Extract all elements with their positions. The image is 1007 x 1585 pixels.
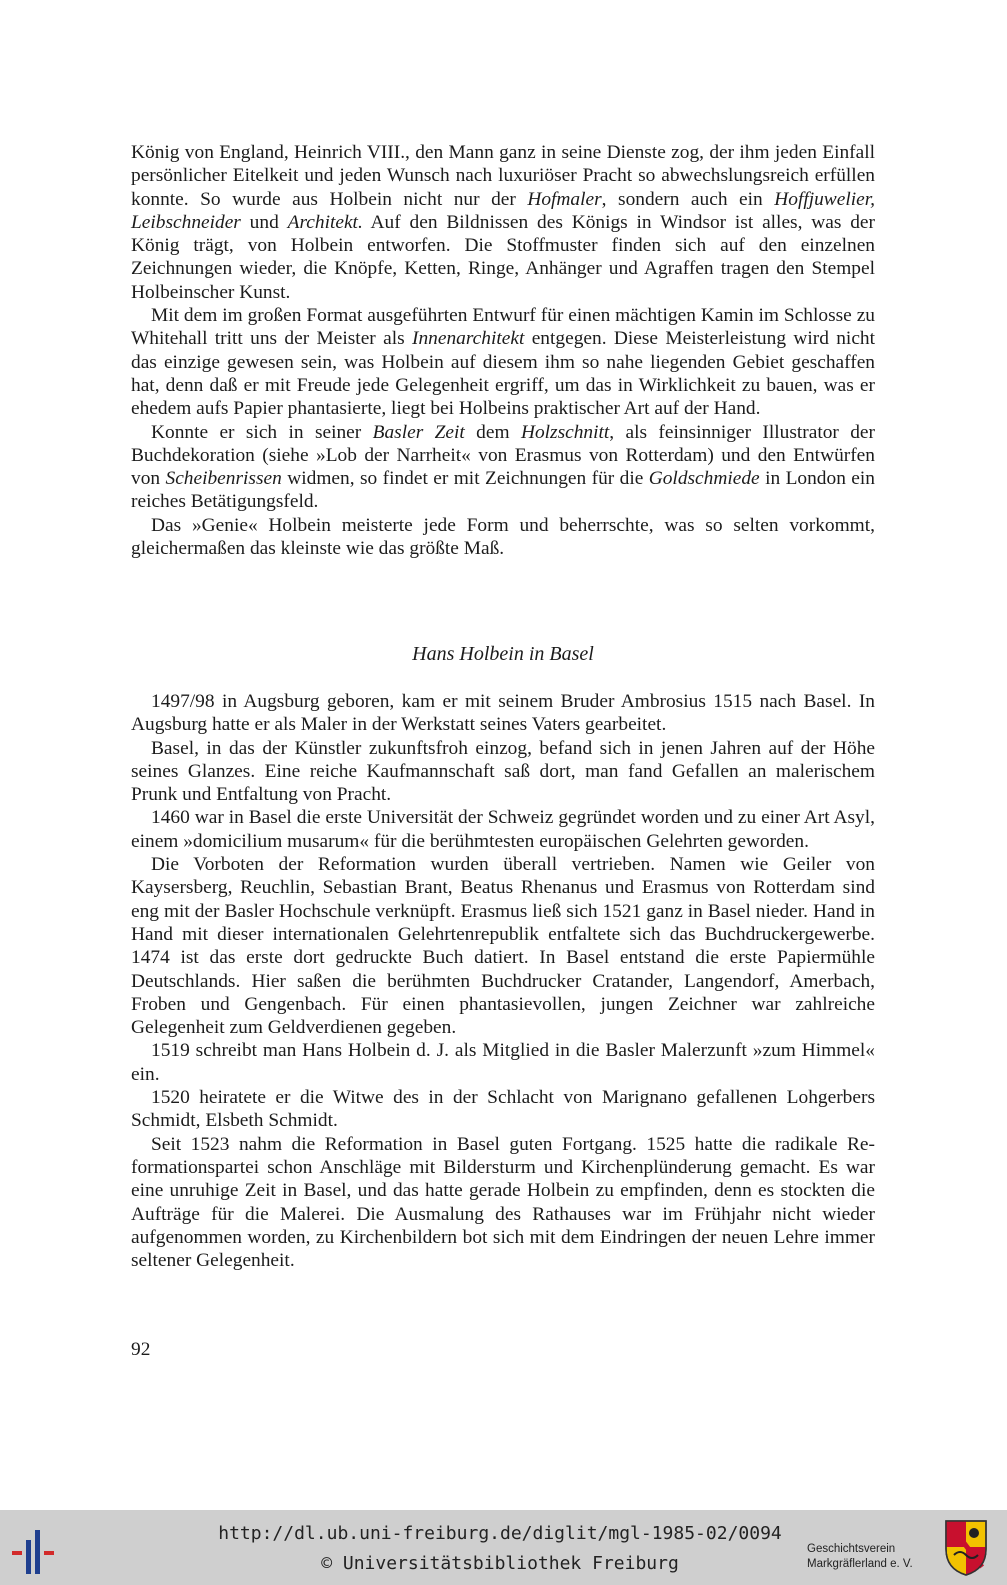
footer-bar: [0, 1510, 1007, 1585]
text-run: und: [240, 211, 288, 233]
paragraph: [131, 1086, 875, 1133]
society-name-line-2: Markgräflerland e. V.: [807, 1558, 913, 1570]
text-run: Auf den Bildnissen des Königs in Windsor ist alles, was der König trägt, von Holbein entworfen. Die Stoffmuster finden sich auf den einzelnen Zeichnungen wieder, die Knöpfe, Ketten, Ringe, Anhänger und Agraffen tragen den Stempel Holbeinscher Kunst.: [131, 211, 876, 303]
page-number: 92: [131, 1339, 151, 1360]
paragraph: [131, 421, 875, 514]
society-name-line-1: Geschichtsverein: [807, 1543, 896, 1555]
emphasis-text: Goldschmiede: [648, 468, 760, 490]
emphasis-text: Hofmaler: [527, 188, 602, 210]
society-name: [807, 1542, 932, 1572]
text-run: Das »Genie« Holbein meisterte jede Form und beherrschte, was so selten vorkommt, gleichermaßen das kleinste wie das größte Maß.: [131, 514, 875, 560]
text-run: in London ein reiches Betätigungsfeld.: [131, 468, 875, 513]
emphasis-text: Innenarchitekt: [412, 328, 525, 350]
source-url-link[interactable]: http://dl.ub.uni-freiburg.de/diglit/mgl-1985-02/0094: [218, 1523, 782, 1544]
text-run: entgegen. Diese Meisterleistung wird nicht das einzige gewesen sein, was Holbein auf diesem ihm so nahe liegenden Gebiet geschaffen hat, denn daß er mit Freude jede Gelegenheit ergriff, um das in Wirklichkeit zu bauen, was er ehedem aufs Papier phantasierte, liegt bei Holbeins praktischer Art auf der Hand.: [131, 328, 876, 420]
emphasis-text: Scheibenrissen: [165, 468, 282, 490]
text-run: Mit dem im großen Format ausgeführten Entwurf für einen mächtigen Kamin im Schlosse zu Whitehall tritt uns der Meister als: [131, 305, 875, 350]
emphasis-text: Architekt.: [287, 211, 363, 233]
paragraph: [131, 1039, 875, 1086]
body-text-section-2: [131, 690, 875, 1272]
text-run: Die Vorboten der Reformation wurden überall vertrieben. Namen wie Geiler von Kaysersberg, Reuchlin, Sebastian Brant, Beatus Rhenanus und Erasmus von Rotterdam sind eng mit der Basler Hochschule verknüpft. Erasmus ließ sich 1521 ganz in Basel nieder. Hand in Hand mit dieser internationalen Gelehrtenrepublik entfaltete sich das Buchdruckergewerbe. 1474 ist das erste dort gedruckte Buch datiert. In Basel entstand die erste Papiermühle Deutschlands. Hier saßen die berühmten Buchdrucker Cratander, Langendorf, Amerbach, Froben und Gengenbach. Für einen phantasievollen, jungen Zeichner war zahlreiche Gelegenheit zum Geldverdienen gegeben.: [131, 854, 875, 1039]
body-text-section-1: [131, 141, 875, 560]
text-run: 1520 heiratete er die Witwe des in der Schlacht von Marignano gefallenen Lohgerbers Schmidt, Elsbeth Schmidt.: [131, 1087, 875, 1132]
text-run: 1497/98 in Augsburg geboren, kam er mit seinem Bruder Ambrosius 1515 nach Basel. In Augsburg hatte er als Maler in der Werkstatt seines Vaters gearbeitet.: [131, 691, 875, 736]
text-run: Basel, in das der Künstler zukunftsfroh einzog, befand sich in jenen Jahren auf der Höhe seines Glanzes. Eine reiche Kaufmannschaft saß dort, man fand Gefallen an malerischem Prunk und Entfaltung von Pracht.: [131, 737, 875, 806]
paragraph: [131, 514, 875, 561]
copyright-text: © Universitätsbibliothek Freiburg: [321, 1553, 679, 1574]
ub-freiburg-logo-icon: [12, 1530, 64, 1574]
text-run: , sondern auch ein: [601, 188, 775, 210]
text-run: 1519 schreibt man Hans Holbein d. J. als Mitglied in die Basler Malerzunft »zum Himmel« ein.: [131, 1040, 875, 1085]
text-run: , als feinsinniger Illustrator der Buchdekoration (siehe »Lob der Narrheit« von Erasmus von Rotterdam) und den Entwürfen von: [131, 421, 875, 490]
text-run: widmen, so findet er mit Zeichnungen für die: [281, 468, 649, 490]
paragraph: [131, 304, 875, 420]
paragraph: [131, 1133, 875, 1273]
text-run: 1460 war in Basel die erste Universität der Schweiz gegründet worden und zu einer Art Asyl, einem »domicilium musarum« für die berühmtesten europäischen Gelehrten geworden.: [131, 807, 875, 852]
paragraph: [131, 141, 875, 304]
text-run: König von England, Heinrich VIII., den Mann ganz in seine Dienste zog, der ihm jeden Einfall persönlicher Eitelkeit und jeden Wunsch nach luxuriöser Pracht so abwechslungsreich erfüllen konnte. So wurde aus Holbein nicht nur der: [131, 142, 875, 210]
coat-of-arms-icon: [944, 1519, 988, 1577]
paragraph: [131, 690, 875, 737]
text-run: Konnte er sich in seiner: [151, 421, 373, 443]
emphasis-text: Basler Zeit: [372, 421, 465, 443]
paragraph: [131, 806, 875, 853]
text-run: Seit 1523 nahm die Reformation in Basel guten Fortgang. 1525 hatte die radikale Reformationspartei schon Anschläge mit Bildersturm und Kirchenplünderung gemacht. Es war eine unruhige Zeit in Basel, und das hatte gerade Holbein zu empfinden, denn es stockten die Aufträge für die Malerei. Die Ausmalung des Rathauses war im Frühjahr nicht wieder aufgenommen worden, zu Kirchenbildern bot sich mit dem Eindringen der neuen Lehre immer seltener Gelegenheit.: [131, 1133, 875, 1272]
emphasis-text: Holzschnitt: [520, 421, 610, 443]
section-heading: Hans Holbein in Basel: [412, 643, 594, 665]
text-run: dem: [464, 421, 521, 443]
paragraph: [131, 853, 875, 1039]
paragraph: [131, 737, 875, 807]
emphasis-text: Hoffjuwelier, Leibschneider: [131, 188, 875, 233]
